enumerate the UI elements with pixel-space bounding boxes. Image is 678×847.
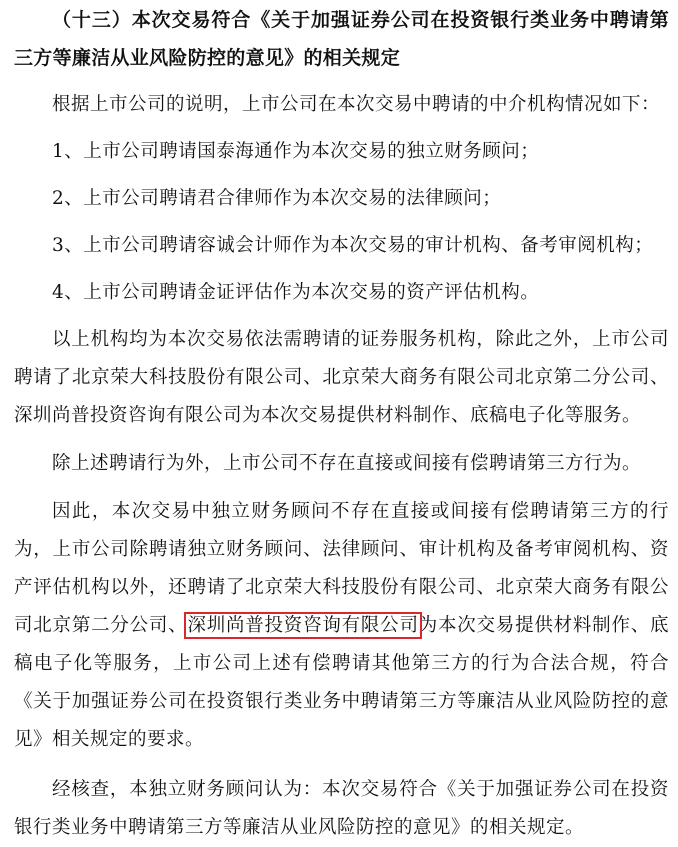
conclusion-text-before: 因此，本次交易中独立财务顾问不存在直接或间接有偿聘请第三方的行为，上市公司除聘请独立财务顾问、法律顾问、审计机构及备考审阅机构、资产评估机构以外，还聘请了北京荣大科技股份有限公司、北京荣大商务有限公司北京第二分公司、: [14, 501, 669, 636]
no-other-engagement-paragraph: 除上述聘请行为外，上市公司不存在直接或间接有偿聘请第三方行为。: [52, 453, 642, 474]
section-heading: （十三）本次交易符合《关于加强证券公司在投资银行类业务中聘请第三方等廉洁从业风险防控的意见》的相关规定: [14, 9, 669, 69]
conclusion-paragraph: [14, 493, 669, 759]
highlighted-company-name: 深圳尚普投资咨询有限公司: [187, 615, 419, 636]
list-item: 4、上市公司聘请金证评估作为本次交易的资产评估机构。: [52, 282, 540, 303]
verification-paragraph: 经核查，本独立财务顾问认为：本次交易符合《关于加强证券公司在投资银行类业务中聘请第三方等廉洁从业风险防控的意见》的相关规定。: [14, 779, 669, 838]
conclusion-text-after: 为本次交易提供材料制作、底稿电子化等服务，上市公司上述有偿聘请其他第三方的行为合法合规，符合《关于加强证券公司在投资银行类业务中聘请第三方等廉洁从业风险防控的意见》相关规定的要求。: [14, 615, 669, 750]
list-item: 3、上市公司聘请容诚会计师作为本次交易的审计机构、备考审阅机构；: [52, 235, 654, 256]
intro-paragraph: 根据上市公司的说明，上市公司在本次交易中聘请的中介机构情况如下：: [52, 94, 661, 115]
list-item: 2、上市公司聘请君合律师作为本次交易的法律顾问；: [52, 188, 502, 209]
list-item: 1、上市公司聘请国泰海通作为本次交易的独立财务顾问；: [52, 141, 540, 162]
other-services-paragraph: 以上机构均为本次交易依法需聘请的证券服务机构，除此之外，上市公司聘请了北京荣大科技股份有限公司、北京荣大商务有限公司北京第二分公司、深圳尚普投资咨询有限公司为本次交易提供材料制作、底稿电子化等服务。: [14, 329, 669, 426]
